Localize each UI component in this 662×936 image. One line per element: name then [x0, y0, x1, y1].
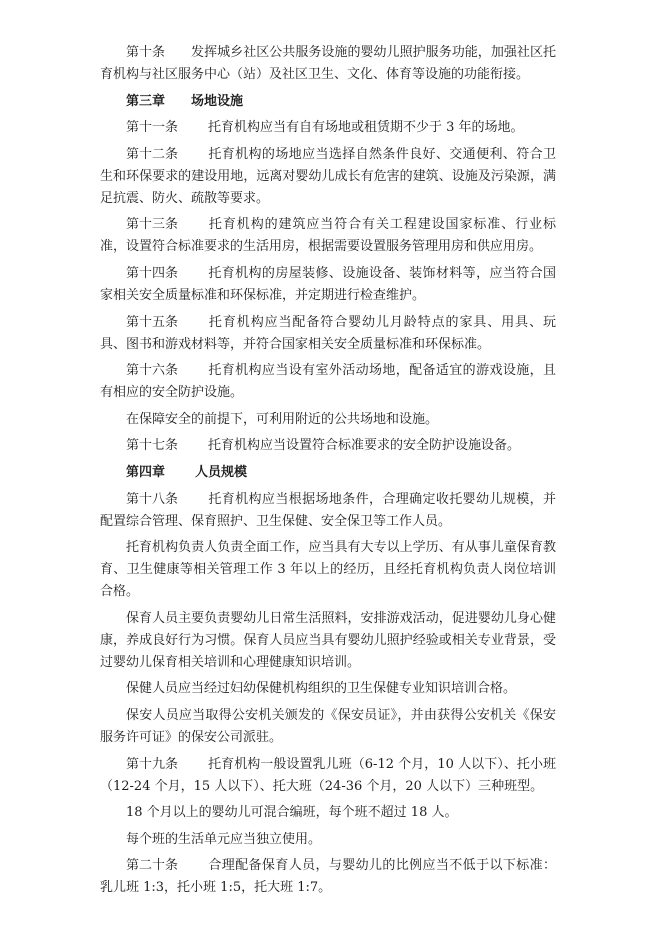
article-text: 托育机构应当有自有场地或租赁期不少于 3 年的场地。: [208, 120, 524, 136]
paragraph-health-staff: 保健人员应当经过妇幼保健机构组织的卫生保健专业知识培训合格。: [126, 681, 517, 697]
article-text: 托育机构应当根据场地条件，合理确定收托婴幼儿规模，并配置综合管理、保育照护、卫生保健、安全保卫等工作人员。: [100, 491, 556, 529]
article-number: 第十九条: [126, 756, 179, 772]
paragraph-living-units: 每个班的生活单元应当独立使用。: [126, 831, 322, 847]
article-14: [100, 263, 556, 307]
article-text: 托育机构应当设有室外活动场地，配备适宜的游戏设施，且有相应的安全防护设施。: [100, 363, 556, 401]
article-number: 第十五条: [126, 314, 179, 330]
paragraph-caregivers: 保育人员主要负责婴幼儿日常生活照料，安排游戏活动，促进婴幼儿身心健康，养成良好行为习惯。保育人员应当具有婴幼儿照护经验或相关专业背景，受过婴幼儿保育相关培训和心理健康知识培训。: [100, 610, 556, 670]
chapter-3-heading: [100, 91, 556, 113]
article-number: 第十一条: [126, 120, 179, 136]
article-13: [100, 214, 556, 258]
chapter-title: 人员规模: [195, 464, 248, 480]
paragraph-public-venues: 在保障安全的前提下，可利用附近的公共场地和设施。: [126, 411, 439, 427]
chapter-number: 第四章: [126, 464, 166, 480]
article-text: 托育机构的场地应当选择自然条件良好、交通便利、符合卫生和环保要求的建设用地，远离对婴幼儿成长有危害的建筑、设施及污染源，满足抗震、防火、疏散等要求。: [100, 146, 556, 206]
paragraph-security-staff: 保安人员应当取得公安机关颁发的《保安员证》，并由获得公安机关《保安服务许可证》的保安公司派驻。: [100, 707, 556, 745]
article-10: [100, 42, 556, 86]
article-text: 托育机构的房屋装修、设施设备、装饰材料等，应当符合国家相关安全质量标准和环保标准，并定期进行检查维护。: [100, 265, 556, 303]
article-text: 发挥城乡社区公共服务设施的婴幼儿照护服务功能，加强社区托育机构与社区服务中心（站）及社区卫生、文化、体育等设施的功能衔接。: [100, 45, 556, 82]
article-number: 第十六条: [126, 363, 179, 379]
article-number: 第十七条: [126, 438, 179, 454]
article-number: 第十四条: [126, 265, 179, 281]
article-12: [100, 144, 556, 210]
article-number: 第十条: [126, 45, 166, 60]
paragraph-director: 托育机构负责人负责全面工作，应当具有大专以上学历、有从事儿童保育教育、卫生健康等相关管理工作 3 年以上的经历，且经托育机构负责人岗位培训合格。: [100, 540, 556, 600]
article-11: [100, 117, 556, 139]
chapter-title: 场地设施: [191, 93, 244, 109]
article-15: [100, 312, 556, 356]
article-text: 托育机构一般设置乳儿班（6-12 个月，10 人以下）、托小班（12-24 个月，15 人以下）、托大班（24-36 个月，20 人以下）三种班型。: [100, 756, 556, 794]
article-text: 托育机构应当配备符合婴幼儿月龄特点的家具、用具、玩具、图书和游戏材料等，并符合国家相关安全质量标准和环保标准。: [100, 314, 556, 352]
article-number: 第十三条: [126, 217, 179, 233]
article-text: 托育机构应当设置符合标准要求的安全防护设施设备。: [208, 438, 521, 454]
article-number: 第十八条: [126, 491, 179, 507]
article-number: 第十二条: [126, 146, 179, 162]
article-text: 托育机构的建筑应当符合有关工程建设国家标准、行业标准，设置符合标准要求的生活用房，根据需要设置服务管理用房和供应用房。: [100, 217, 556, 255]
article-17: [100, 435, 556, 457]
chapter-number: 第三章: [126, 93, 166, 109]
article-20: [100, 855, 556, 899]
article-text: 合理配备保育人员，与婴幼儿的比例应当不低于以下标准：乳儿班 1:3，托小班 1:5，托大班 1:7。: [100, 858, 556, 896]
article-number: 第二十条: [126, 858, 179, 874]
article-18: [100, 489, 556, 533]
chapter-4-heading: [100, 462, 556, 484]
paragraph-mixed-classes: 18 个月以上的婴幼儿可混合编班，每个班不超过 18 人。: [126, 805, 458, 821]
article-16: [100, 360, 556, 404]
article-19: [100, 754, 556, 798]
